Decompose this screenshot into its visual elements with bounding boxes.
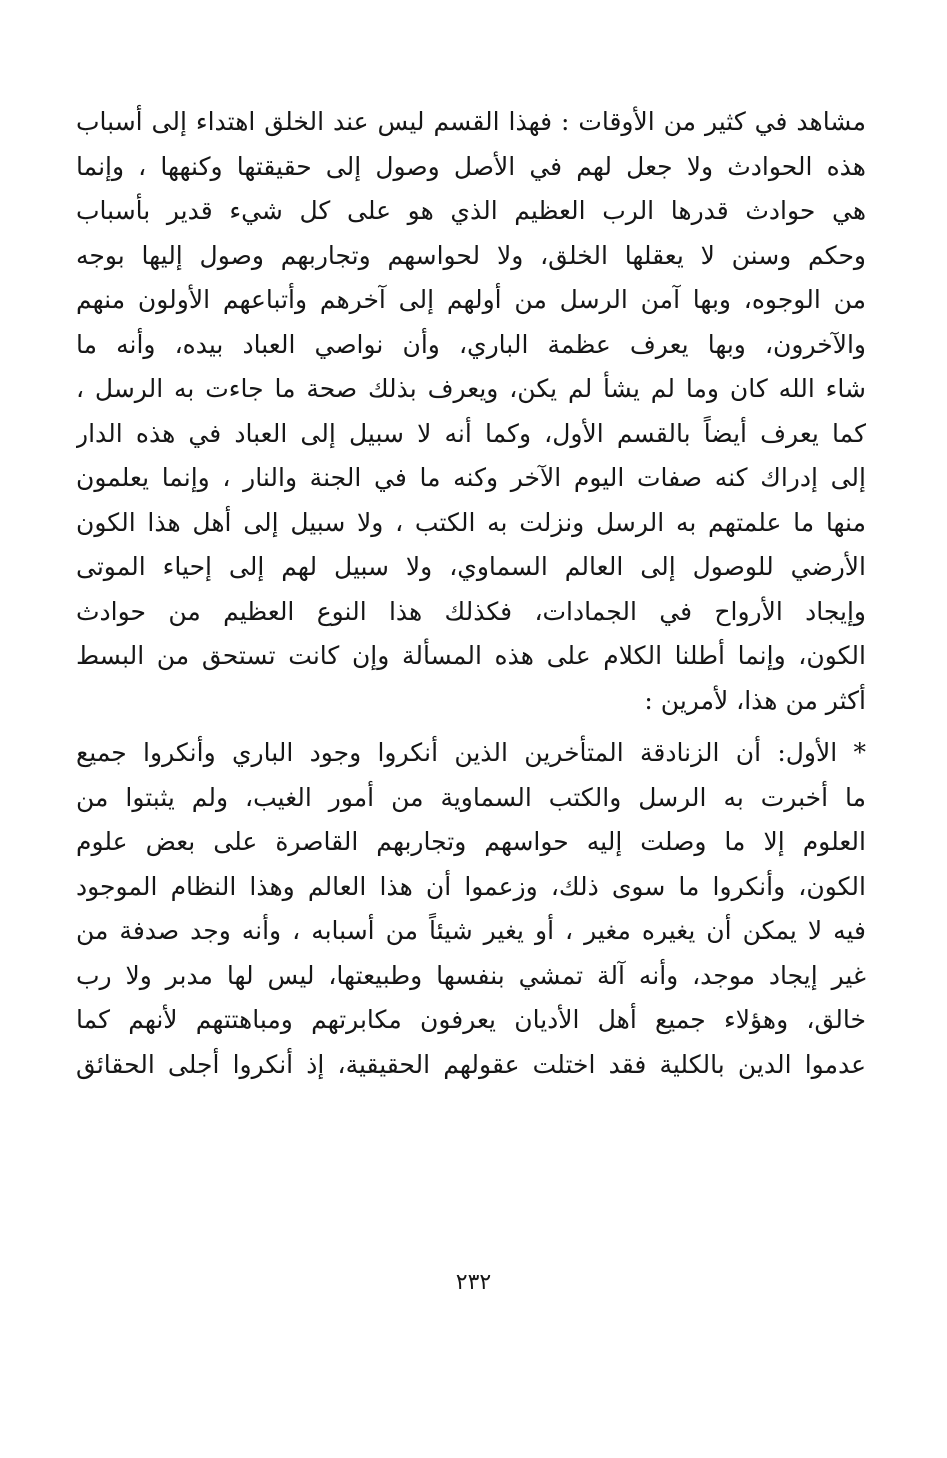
text-line: خالق، وهؤلاء جميع أهل الأديان يعرفون مكابرتهم ومباهتتهم لأنهم كما [76, 1005, 866, 1034]
text-line: وحكم وسنن لا يعقلها الخلق، ولا لحواسهم وتجاربهم وصول إليها بوجه [76, 240, 866, 270]
text-line: شاء الله كان وما لم يشأ لم يكن، ويعرف بذلك صحة ما جاءت به الرسل ، [76, 374, 866, 403]
paragraph-1 [76, 100, 866, 723]
paragraph-2 [76, 731, 866, 1087]
text-line: هي حوادث قدرها الرب العظيم الذي هو على كل شيء قدير بأسباب [76, 196, 866, 225]
text-line: من الوجوه، وبها آمن الرسل من أولهم إلى آخرهم وأتباعهم الأولون منهم [76, 285, 866, 314]
text-line: عدموا الدين بالكلية فقد اختلت عقولهم الحقيقية، إذ أنكروا أجلى الحقائق [76, 1049, 866, 1079]
text-line: ما أخبرت به الرسل والكتب السماوية من أمور الغيب، ولم يثبتوا من [76, 782, 866, 812]
text-line: مشاهد في كثير من الأوقات : فهذا القسم ليس عند الخلق اهتداء إلى أسباب [76, 107, 866, 136]
text-line: هذه الحوادث ولا جعل لهم في الأصل وصول إلى حقيقتها وكنهها ، وإنما [76, 151, 866, 181]
text-line: الكون، وإنما أطلنا الكلام على هذه المسألة وإن كانت تستحق من البسط [76, 641, 866, 670]
text-line: وإيجاد الأرواح في الجمادات، فكذلك هذا النوع العظيم من حوادث [76, 596, 866, 626]
text-line: * الأول: أن الزنادقة المتأخرين الذين أنكروا وجود الباري وأنكروا جميع [76, 738, 866, 767]
text-line: الكون، وأنكروا ما سوى ذلك، وزعموا أن هذا العالم وهذا النظام الموجود [76, 871, 866, 901]
page-body [76, 100, 866, 1087]
text-line: غير إيجاد موجد، وأنه آلة تمشي بنفسها وطبيعتها، ليس لها مدبر ولا رب [76, 960, 866, 990]
text-line: الأرضي للوصول إلى العالم السماوي، ولا سبيل لهم إلى إحياء الموتى [76, 552, 866, 581]
text-line: منها ما علمتهم به الرسل ونزلت به الكتب ، ولا سبيل إلى أهل هذا الكون [76, 507, 866, 537]
text-line: العلوم إلا ما وصلت إليه حواسهم وتجاربهم القاصرة على بعض علوم [76, 827, 866, 856]
text-line: والآخرون، وبها يعرف عظمة الباري، وأن نواصي العباد بيده، وأنه ما [76, 329, 866, 359]
text-line: أكثر من هذا، لأمرين : [644, 685, 866, 715]
text-line: إلى إدراك كنه صفات اليوم الآخر وكنه ما في الجنة والنار ، وإنما يعلمون [76, 463, 866, 492]
page-number: ٢٣٢ [455, 1270, 492, 1295]
text-line: كما يعرف أيضاً بالقسم الأول، وكما أنه لا سبيل إلى العباد في هذه الدار [76, 418, 866, 448]
text-line: فيه لا يمكن أن يغيره مغير ، أو يغير شيئاً من أسبابه ، وأنه وجد صدفة من [76, 916, 866, 945]
paragraph-gap [76, 723, 866, 731]
